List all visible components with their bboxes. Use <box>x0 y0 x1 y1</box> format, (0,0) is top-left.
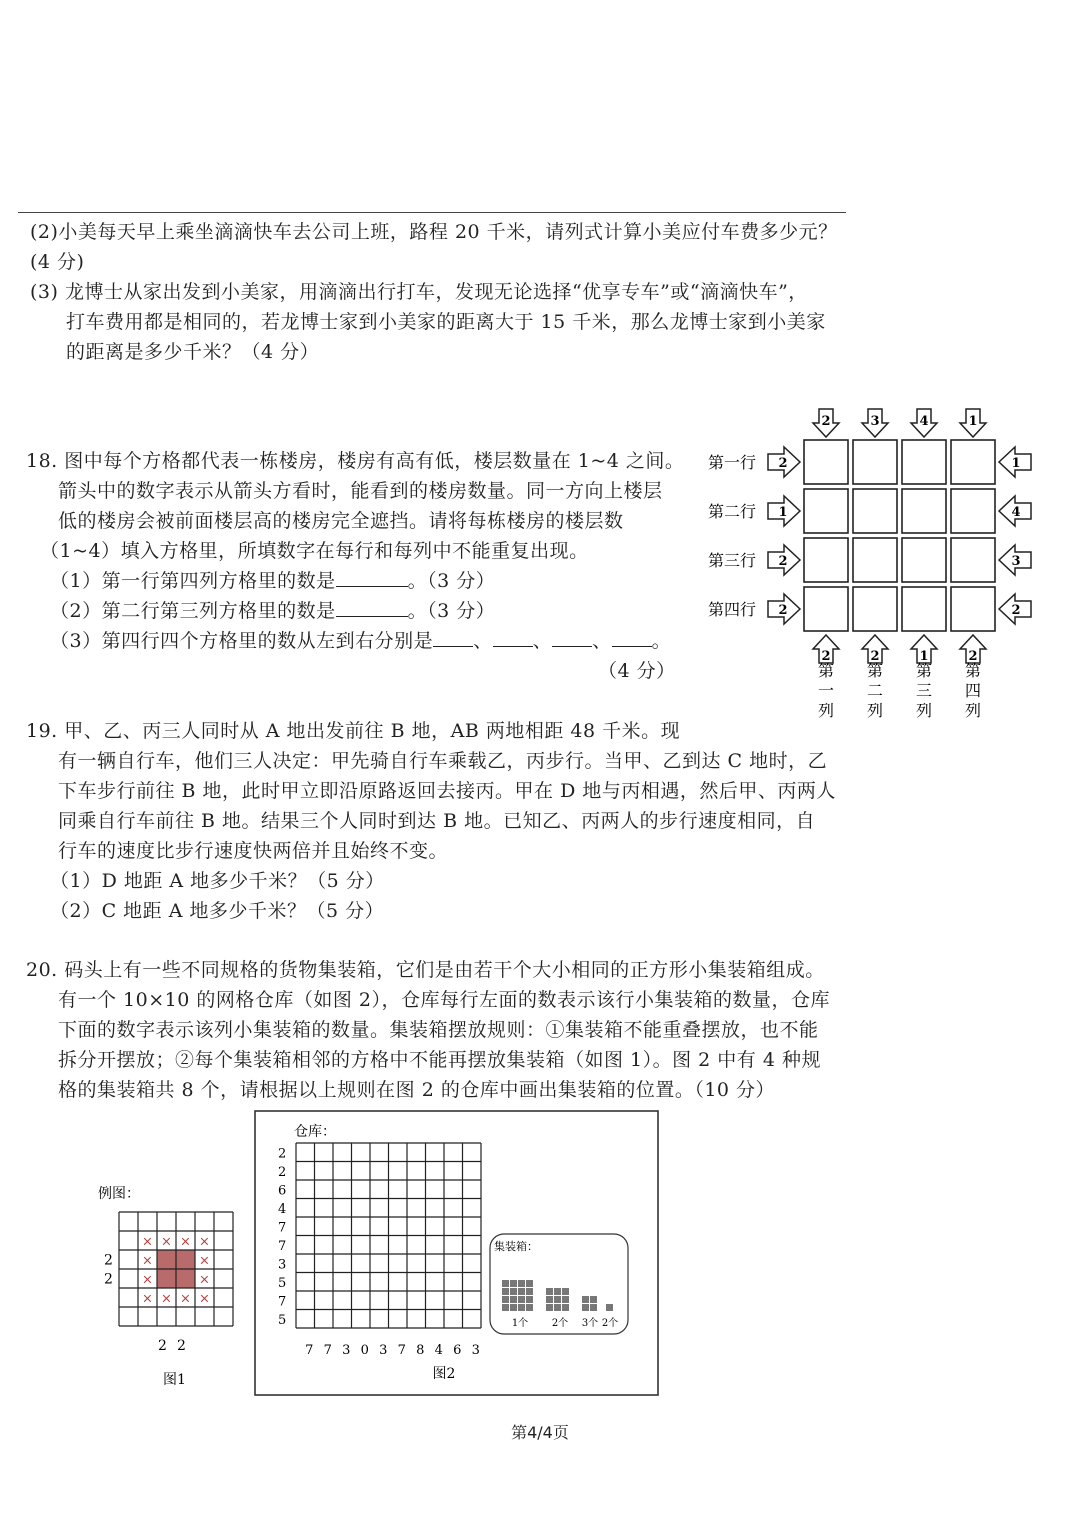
column-count: 7 <box>323 1343 332 1358</box>
arrow-down-icon <box>911 409 937 437</box>
column-count: 2 <box>158 1338 167 1354</box>
column-label: 三 <box>915 681 933 700</box>
arrow-count: 2 <box>778 554 788 569</box>
q20-line3: 下面的数字表示该列小集装箱的数量。集装箱摆放规则：①集装箱不能重叠摆放，也不能 <box>58 1019 819 1041</box>
figure-title: 例图： <box>98 1186 140 1202</box>
figure-title: 仓库： <box>294 1124 336 1140</box>
q18-sub1-score: 。（3 分） <box>407 570 496 592</box>
blocked-mark: × <box>142 1291 153 1307</box>
arrow-count: 2 <box>870 649 880 664</box>
column-count: 8 <box>416 1343 425 1358</box>
puzzle-cell[interactable] <box>902 440 946 484</box>
q19-line2: 有一辆自行车，他们三人决定：甲先骑自行车乘载乙，丙步行。当甲、乙到达 C 地时，乙 <box>58 750 828 772</box>
column-count: 3 <box>471 1343 480 1358</box>
puzzle-cell[interactable] <box>951 489 995 533</box>
arrow-down-icon <box>862 409 888 437</box>
row-count: 4 <box>278 1201 287 1217</box>
q20-line5: 格的集装箱共 8 个，请根据以上规则在图 2 的仓库中画出集装箱的位置。（10 分） <box>58 1079 776 1101</box>
arrow-right-icon <box>768 496 800 526</box>
arrow-left-icon <box>999 447 1031 477</box>
q19-sub2: （2）C 地距 A 地多少千米？（5 分） <box>50 900 385 922</box>
row-count: 2 <box>278 1146 287 1162</box>
row-label: 第一行 <box>708 453 757 472</box>
blocked-mark: × <box>161 1234 172 1250</box>
q18-sub2-text: （2）第二行第三列方格里的数是 <box>50 600 336 622</box>
answer-blank[interactable] <box>336 568 408 587</box>
q17-part3-line1: (3) 龙博士从家出发到小美家，用滴滴出行打车，发现无论选择“优享专车”或“滴滴快车”， <box>30 281 808 303</box>
row-count: 3 <box>278 1257 287 1273</box>
arrow-count: 1 <box>778 505 788 520</box>
row-count: 2 <box>104 1271 113 1288</box>
column-count: 4 <box>434 1343 443 1358</box>
puzzle-cell[interactable] <box>804 489 848 533</box>
puzzle-cell[interactable] <box>902 538 946 582</box>
column-count: 6 <box>453 1343 462 1358</box>
column-label: 四 <box>964 681 982 700</box>
column-label: 第 <box>817 661 835 680</box>
q17-part2-line1: (2)小美每天早上乘坐滴滴快车去公司上班，路程 20 千米，请列式计算小美应付车费多少元？ <box>30 221 838 243</box>
puzzle-cell[interactable] <box>951 440 995 484</box>
column-label: 一 <box>817 681 835 700</box>
q18-line1: 18. 图中每个方格都代表一栋楼房，楼房有高有低，楼层数量在 1~4 之间。 <box>26 450 685 472</box>
blocked-mark: × <box>161 1291 172 1307</box>
column-count: 0 <box>360 1343 369 1358</box>
q18-sub3-score: （4 分） <box>598 660 676 682</box>
arrow-right-icon <box>768 545 800 575</box>
arrow-left-icon <box>999 545 1031 575</box>
q18-sub1 <box>50 566 495 596</box>
row-count: 5 <box>278 1275 287 1291</box>
q19-sub1: （1）D 地距 A 地多少千米？（5 分） <box>50 870 385 892</box>
arrow-count: 3 <box>870 414 880 429</box>
legend-title: 集装箱： <box>494 1240 538 1253</box>
blocked-mark: × <box>199 1272 210 1288</box>
legend-count: 2个 <box>551 1318 569 1329</box>
puzzle-cell[interactable] <box>853 538 897 582</box>
q18-sub2 <box>50 596 495 626</box>
example-figure <box>90 1180 250 1390</box>
q18-sub2-score: 。（3 分） <box>407 600 496 622</box>
row-label: 第四行 <box>708 600 757 619</box>
q17-part3-line3: 的距离是多少千米？（4 分） <box>66 341 320 363</box>
column-label: 第 <box>964 661 982 680</box>
puzzle-cell[interactable] <box>902 489 946 533</box>
row-label: 第三行 <box>708 551 757 570</box>
q18-sub3 <box>50 626 671 656</box>
arrow-left-icon <box>999 594 1031 624</box>
skyscraper-puzzle <box>700 400 1045 730</box>
arrow-left-icon <box>999 496 1031 526</box>
puzzle-cell[interactable] <box>902 587 946 631</box>
blocked-mark: × <box>199 1253 210 1269</box>
column-count: 3 <box>342 1343 351 1358</box>
arrow-count: 4 <box>1011 505 1021 520</box>
column-count: 7 <box>305 1343 314 1358</box>
q18-line4: （1~4）填入方格里，所填数字在每行和每列中不能重复出现。 <box>40 540 589 562</box>
puzzle-cell[interactable] <box>853 587 897 631</box>
arrow-count: 2 <box>1011 603 1021 618</box>
legend-count: 2个 <box>601 1318 619 1329</box>
blocked-mark: × <box>199 1291 210 1307</box>
arrow-count: 1 <box>919 649 929 664</box>
answer-blank[interactable] <box>612 628 652 647</box>
puzzle-cell[interactable] <box>804 538 848 582</box>
column-count: 7 <box>397 1343 406 1358</box>
arrow-down-icon <box>960 409 986 437</box>
arrow-count: 2 <box>778 603 788 618</box>
separator: 、 <box>473 630 493 652</box>
figure-caption: 图2 <box>432 1366 456 1382</box>
row-count: 7 <box>278 1238 287 1254</box>
arrow-count: 1 <box>968 414 978 429</box>
q20-line4: 拆分开摆放；②每个集装箱相邻的方格中不能再摆放集装箱（如图 1）。图 2 中有 4 种规 <box>58 1049 821 1071</box>
legend-count: 1个 <box>511 1318 529 1329</box>
column-label: 二 <box>866 681 884 700</box>
arrow-count: 4 <box>919 414 929 429</box>
blocked-mark: × <box>142 1272 153 1288</box>
arrow-up-icon <box>862 635 888 664</box>
column-label: 列 <box>915 701 933 720</box>
arrow-up-icon <box>813 635 839 664</box>
column-count: 3 <box>379 1343 388 1358</box>
puzzle-cell[interactable] <box>853 440 897 484</box>
answer-blank[interactable] <box>493 628 533 647</box>
q17-part3-line2: 打车费用都是相同的，若龙博士家到小美家的距离大于 15 千米，那么龙博士家到小美家 <box>66 311 826 333</box>
q19-line1: 19. 甲、乙、丙三人同时从 A 地出发前往 B 地，AB 两地相距 48 千米。现 <box>26 720 681 742</box>
arrow-right-icon <box>768 447 800 477</box>
legend-count: 3个 <box>581 1318 599 1329</box>
answer-blank[interactable] <box>336 598 408 617</box>
column-label: 列 <box>817 701 835 720</box>
arrow-up-icon <box>960 635 986 664</box>
warehouse-figure <box>254 1110 660 1398</box>
arrow-up-icon <box>911 635 937 664</box>
blocked-mark: × <box>142 1253 153 1269</box>
column-count: 2 <box>177 1338 186 1354</box>
arrow-count: 3 <box>1011 554 1021 569</box>
container-sample <box>606 1304 613 1311</box>
row-count: 2 <box>104 1252 113 1269</box>
q19-line3: 下车步行前往 B 地，此时甲立即沿原路返回去接丙。甲在 D 地与丙相遇，然后甲、丙两人 <box>58 780 836 802</box>
arrow-down-icon <box>813 409 839 437</box>
arrow-right-icon <box>768 594 800 624</box>
puzzle-cell[interactable] <box>951 538 995 582</box>
blocked-mark: × <box>180 1234 191 1250</box>
figure-caption: 图1 <box>163 1372 186 1388</box>
separator: 、 <box>592 630 612 652</box>
arrow-count: 2 <box>968 649 978 664</box>
blocked-mark: × <box>199 1234 210 1250</box>
q18-line2: 箭头中的数字表示从箭头方看时，能看到的楼房数量。同一方向上楼层 <box>58 480 663 502</box>
puzzle-cell[interactable] <box>951 587 995 631</box>
answer-blank[interactable] <box>552 628 592 647</box>
column-label: 列 <box>964 701 982 720</box>
blocked-mark: × <box>180 1291 191 1307</box>
q19-line4: 同乘自行车前往 B 地。结果三个人同时到达 B 地。已知乙、丙两人的步行速度相同，自 <box>58 810 816 832</box>
period: 。 <box>651 630 672 652</box>
q19-line5: 行车的速度比步行速度快两倍并且始终不变。 <box>58 840 449 862</box>
column-label: 第 <box>866 661 884 680</box>
column-label: 列 <box>866 701 884 720</box>
puzzle-cell[interactable] <box>804 587 848 631</box>
row-count: 2 <box>278 1164 287 1180</box>
arrow-count: 2 <box>821 414 831 429</box>
row-count: 6 <box>278 1183 287 1199</box>
separator: 、 <box>532 630 553 652</box>
row-label: 第二行 <box>708 502 757 521</box>
q18-line3: 低的楼房会被前面楼层高的楼房完全遮挡。请将每栋楼房的楼层数 <box>58 510 624 532</box>
answer-blank[interactable] <box>433 628 473 647</box>
puzzle-cell[interactable] <box>853 489 897 533</box>
arrow-count: 2 <box>821 649 831 664</box>
blocked-mark: × <box>142 1234 153 1250</box>
q17-part2-score: (4 分) <box>30 251 85 273</box>
puzzle-cell[interactable] <box>804 440 848 484</box>
header-rule <box>18 212 846 213</box>
q20-line1: 20. 码头上有一些不同规格的货物集装箱，它们是由若干个大小相同的正方形小集装箱组成。 <box>26 959 825 981</box>
q20-line2: 有一个 10×10 的网格仓库（如图 2），仓库每行左面的数表示该行小集装箱的数量，仓库 <box>58 989 830 1011</box>
row-count: 7 <box>278 1294 287 1310</box>
arrow-count: 2 <box>778 456 788 471</box>
container-sample <box>546 1288 569 1311</box>
q18-sub1-text: （1）第一行第四列方格里的数是 <box>50 570 336 592</box>
arrow-count: 1 <box>1011 456 1021 471</box>
q18-sub3-text: （3）第四行四个方格里的数从左到右分别是 <box>50 630 434 652</box>
row-count: 7 <box>278 1220 287 1236</box>
column-label: 第 <box>915 661 933 680</box>
page-number: 第4/4页 <box>511 1423 569 1442</box>
row-count: 5 <box>278 1312 287 1328</box>
